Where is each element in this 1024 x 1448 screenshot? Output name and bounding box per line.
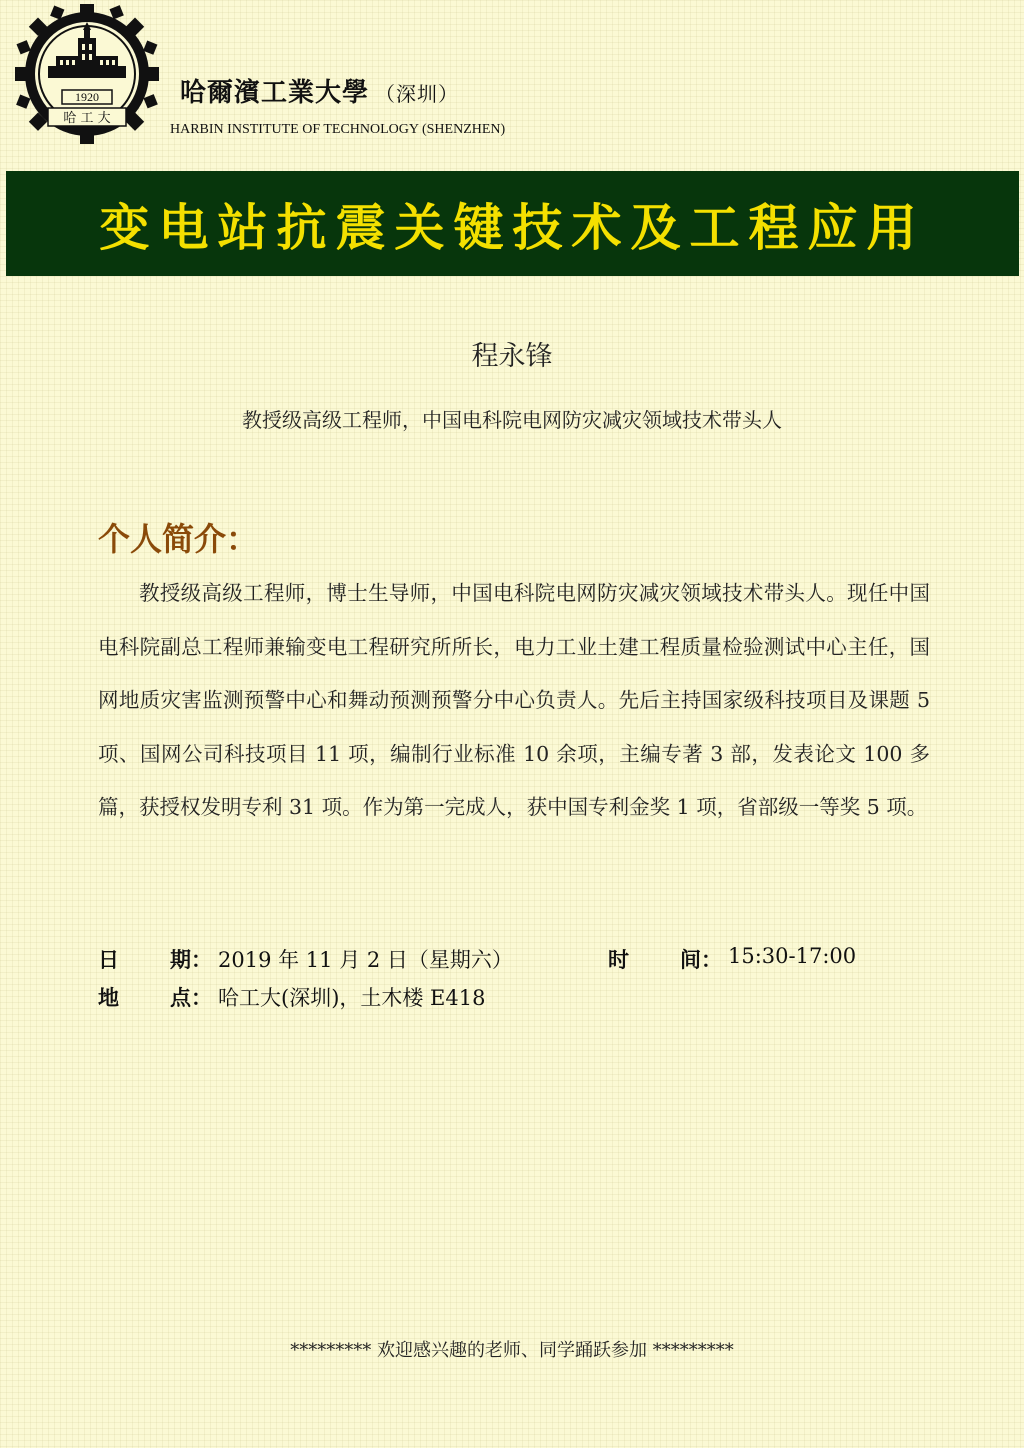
place-label [98, 982, 218, 1012]
date-label-char: 日 [98, 947, 119, 972]
date-label-suffix: 期： [170, 947, 212, 972]
date-label [98, 944, 218, 974]
place-label-suffix: 点： [170, 985, 212, 1010]
speaker-name: 程永锋 [471, 341, 553, 372]
bio-text: 教授级高级工程师，博士生导师，中国电科院电网防灾减灾领域技术带头人。现任中国电科院副总工程师兼输变电工程研究所所长，电力工业土建工程质量检验测试中心主任，国网地质灾害监测预警中心和舞动预测预警分中心负责人。先后主持国家级科技项目及课题 5 项、国网公司科技项目 11 项，编制行业标准 10 余项，主编专著 3 部，发表论文 100 多篇，获授权发明专利 31 项。作为第一完成人，获中国专利金奖 1 项，省部级一等奖 5 项。 [98, 581, 930, 819]
place-label-char: 地 [98, 985, 119, 1010]
university-name-cn [180, 72, 459, 109]
date-time-row [98, 944, 928, 974]
title-banner [6, 171, 1019, 276]
university-name-en: HARBIN INSTITUTE OF TECHNOLOGY (SHENZHEN) [170, 122, 506, 137]
time-label-char: 时 [608, 947, 629, 972]
footer-invitation: ********* 欢迎感兴趣的老师、同学踊跃参加 ********* [290, 1340, 734, 1361]
hit-emblem-icon [12, 4, 162, 146]
logo-abbr: 哈 工 大 [63, 111, 111, 126]
logo-year: 1920 [75, 90, 99, 104]
date-value: 2019 年 11 月 2 日（星期六） [218, 948, 513, 972]
bio-heading: 个人简介： [98, 520, 259, 558]
header [10, 4, 610, 154]
university-name-cn-suffix: （深圳） [375, 82, 460, 106]
time-label [608, 944, 722, 974]
time-label-suffix: 间： [680, 947, 722, 972]
time-value: 15:30-17:00 [728, 944, 857, 968]
university-name-cn-main: 哈爾濱工業大學 [180, 78, 370, 108]
speaker-title: 教授级高级工程师，中国电科院电网防灾减灾领域技术带头人 [242, 408, 782, 432]
place-value: 哈工大(深圳)，土木楼 E418 [218, 986, 486, 1010]
lecture-title: 变电站抗震关键技术及工程应用 [99, 197, 926, 257]
place-row [98, 982, 928, 1012]
